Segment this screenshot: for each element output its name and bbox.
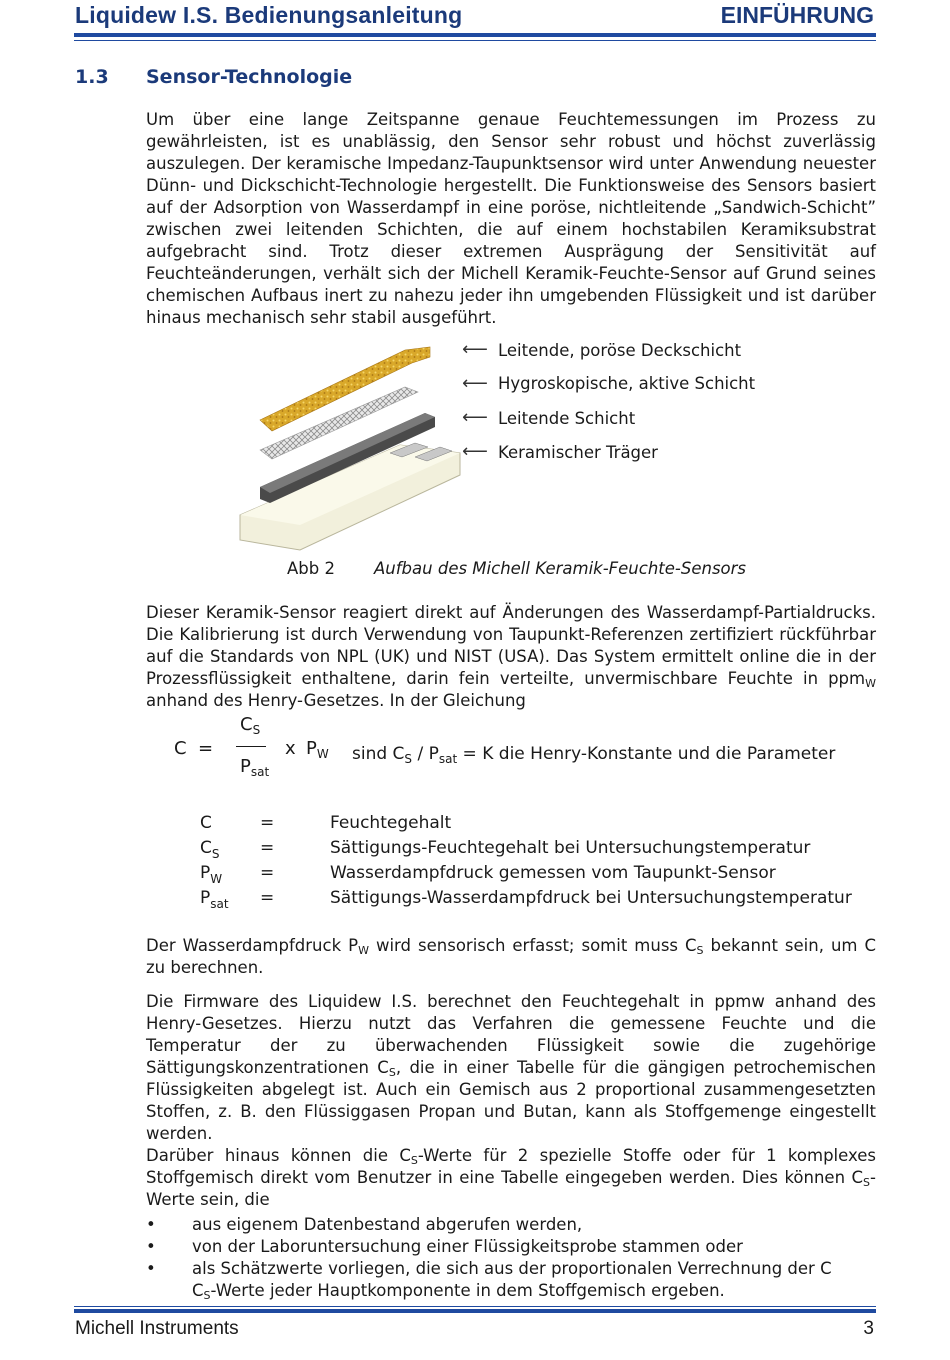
list-item: • von der Laboruntersuchung einer Flüssigkeitsprobe stammen oder [146,1236,876,1258]
firmware-paragraph: Die Firmware des Liquidew I.S. berechnet den Feuchtegehalt in ppmw anhand des Henry-Gesetzes. Hierzu nutzt das Verfahren die gemessene Feuchte und die Temperatur der zu überwachenden Flüssigkeit sowie die zugehörige Sättigungskonzentrationen $C_S$, die in einer Tabelle für die gängigen petrochemischen Flüssigkeiten abgelegt ist. Auch ein Gemisch aus 2 proportional zusammengesetzten Stoffen, z. B. den Flüssiggasen Propan und Butan, kann als Stoffgemenge eingestellt werden. [146,992,876,1143]
left-arrow-icon: ⟵ [462,407,488,428]
definition-row: $P_W$ = Wasserdampfdruck gemessen vom Taupunkt-Sensor [200,863,776,886]
symbol-definitions [200,813,852,913]
header-rule-thin [74,40,876,41]
label-hygroscopic-layer: Hygroskopische, aktive Schicht [498,374,756,393]
left-arrow-icon: ⟵ [462,339,488,360]
equation-numerator: $C_S$ [240,714,261,737]
company-name: Michell Instruments [75,1318,239,1339]
list-item: • aus eigenem Datenbestand abgerufen werden, [146,1214,876,1236]
equation-pw: $P_W$ [306,738,329,761]
label-ceramic-carrier: Keramischer Träger [498,443,658,462]
intro-paragraph: Um über eine lange Zeitspanne genaue Feuchtemessungen im Prozess zu gewährleisten, ist es unablässig, den Sensor sehr robust und höchst zuverlässig auszulegen. Der keramische Impedanz-Taupunktsensor wird unter Anwendung neuester Dünn- und Dickschicht-Technologie hergestellt. Die Funktionsweise des Sensors basiert auf der Adsorption von Wasserdampf in eine poröse, nichtleitende „Sandwich-Schicht” zwischen zwei leitenden Schichten, die auf einem hochstabilen Keramiksubstrat aufgebracht sind. Trotz dieser extremen Ausprägung der Sensitivität auf Feuchteänderungen, verhält sich der Michell Keramik-Feuchte-Sensor auf Grund seines chemischen Aufbaus inert zu nahezu jeder ihn umgebenden Flüssigkeit und ist darüber hinaus mechanisch sehr stabil ausgeführt. [146,110,876,327]
section-number: 1.3 [75,66,109,88]
fraction-bar [236,746,266,747]
footer-rule-thin [74,1306,876,1307]
document-title: Liquidew I.S. Bedienungsanleitung [75,2,463,28]
chapter-title: EINFÜHRUNG [720,2,874,28]
label-porous-top-layer: Leitende, poröse Deckschicht [498,341,742,360]
calibration-paragraph: Dieser Keramik-Sensor reagiert direkt auf Änderungen des Wasserdampf-Partialdrucks. Die Kalibrierung ist durch Verwendung von Taupunkt-Referenzen zertifiziert rückführbar auf die Standards von NPL (UK) und NIST (USA). Das System ermittelt online die in der Prozessflüssigkeit enthaltene, darin fein verteilte, unvermischbare Feuchte in ppm$_W$ anhand des Henry-Gesetzes. In der Gleichung [146,603,876,710]
header-rule [74,33,876,37]
definition-row: C = Feuchtegehalt [200,813,452,833]
equation-equals: = [198,738,214,759]
definition-row: $C_S$ = Sättigungs-Feuchtegehalt bei Untersuchungstemperatur [200,838,811,861]
figure-number: Abb 2 [287,559,335,578]
left-arrow-icon: ⟵ [462,441,488,462]
sensor-layers-illustration [230,335,470,575]
equation-denominator: $P_{sat}$ [240,756,270,779]
equation-explanation: sind $C_S / P_{sat} = K$ die Henry-Konstante und die Parameter [352,744,836,766]
left-arrow-icon: ⟵ [462,373,488,394]
page-number: 3 [863,1318,874,1339]
label-conductive-layer: Leitende Schicht [498,409,636,428]
equation-times: x [285,738,296,759]
equation-lhs: C [174,738,187,759]
user-values-paragraph: Darüber hinaus können die $C_S$-Werte für 2 spezielle Stoffe oder für 1 komplexes Stoffgemisch direkt vom Benutzer in eine Tabelle eingegeben werden. Dies können $C_S$-Werte sein, die [146,1146,876,1209]
footer-rule [74,1309,876,1313]
definition-row: $P_{sat}$ = Sättigungs-Wasserdampfdruck bei Untersuchungstemperatur [200,888,852,911]
list-item: • als Schätzwerte vorliegen, die sich aus der proportionalen Verrechnung der C $C_S$-Werte jeder Hauptkomponente in dem Stoffgemisch ergeben. [146,1258,876,1302]
value-source-list [146,1214,876,1302]
section-title: Sensor-Technologie [146,66,353,88]
pressure-paragraph: Der Wasserdampfdruck $P_W$ wird sensorisch erfasst; somit muss $C_S$ bekannt sein, um C zu berechnen. [146,936,876,977]
figure-caption: Aufbau des Michell Keramik-Feuchte-Sensors [374,559,747,578]
